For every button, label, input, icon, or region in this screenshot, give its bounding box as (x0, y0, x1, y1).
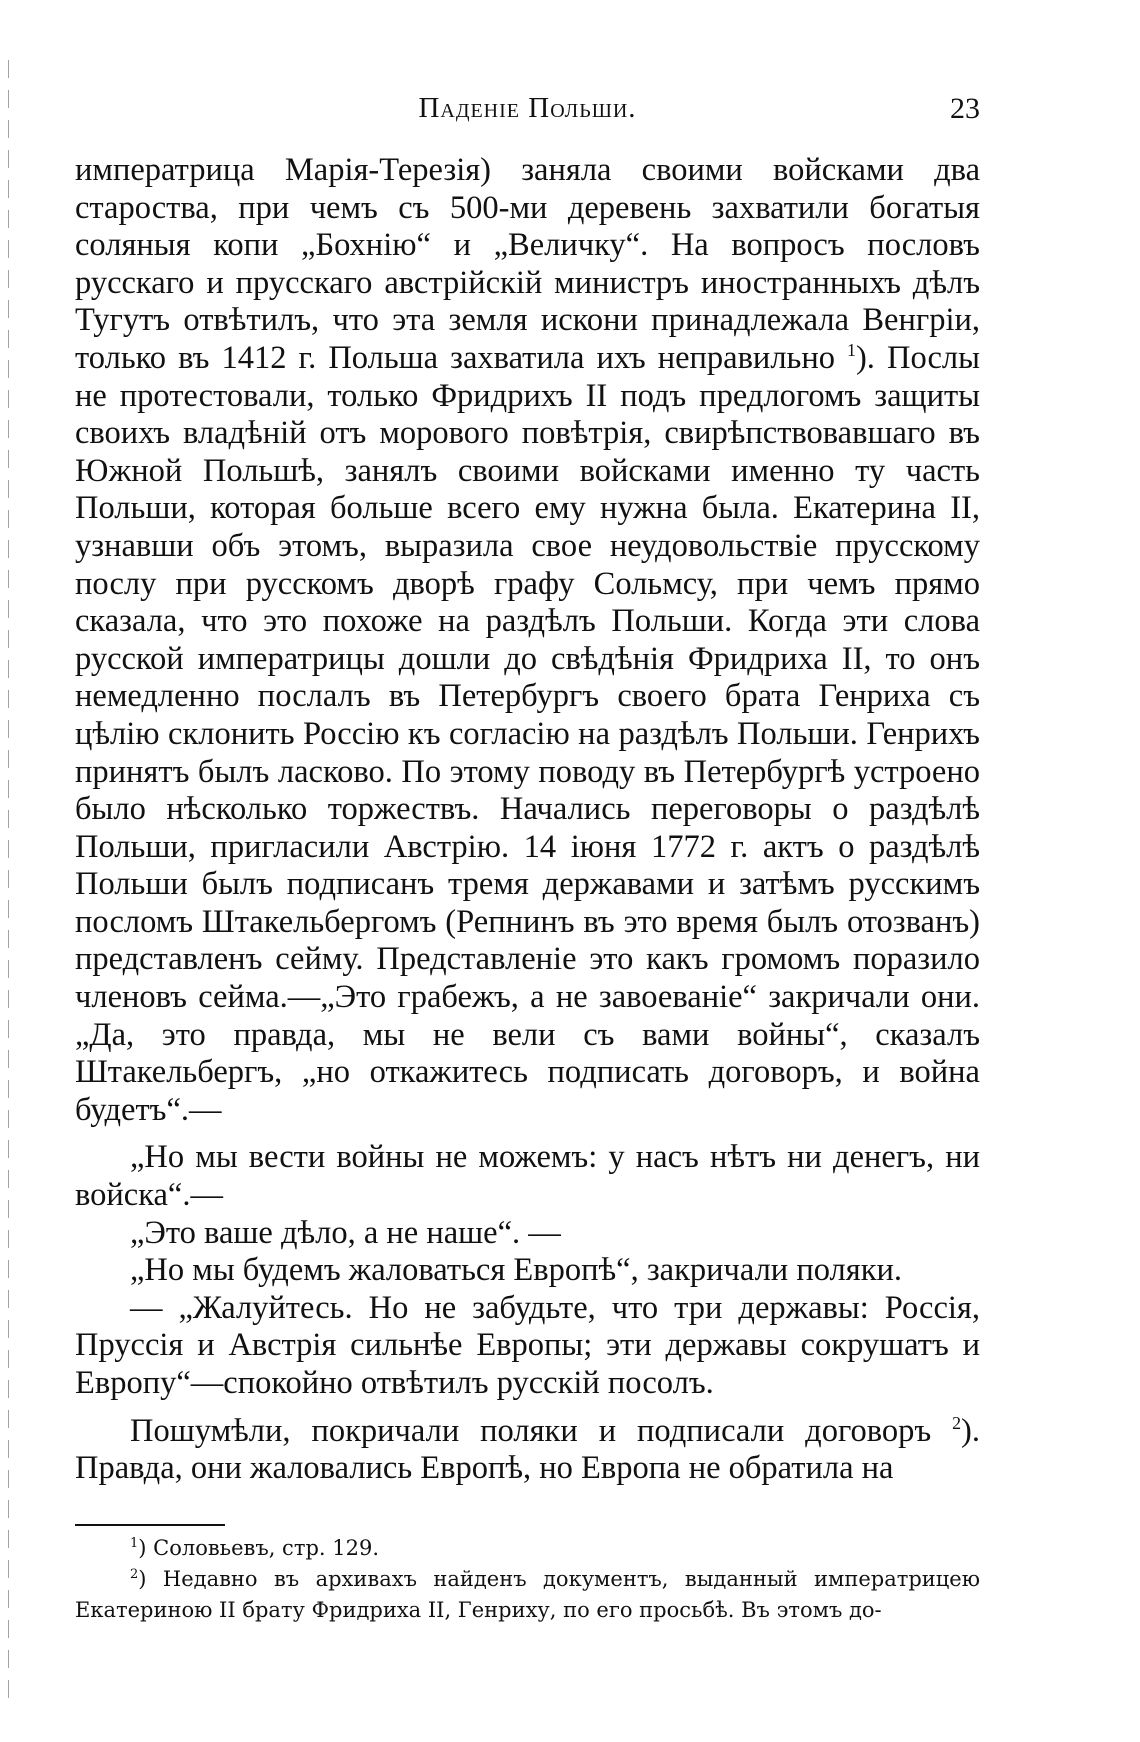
paragraph-3: „Это ваше дѣло, а не наше“. — (130, 1214, 561, 1251)
footnote-divider (75, 1524, 225, 1526)
paragraph-2: „Но мы вести войны не можемъ: у насъ нѣтъ ни денегъ, ни войска“.— (75, 1139, 980, 1214)
footnote-2 (75, 1564, 980, 1626)
footnote-1 (75, 1533, 980, 1564)
footnote-2-text: ) Недавно въ архивахъ найденъ документъ, выданный императрицею Екатериною II брату Фридриха II, Генриху, по его просьбѣ. Въ этомъ до- (75, 1567, 980, 1622)
running-title: Паденіе Польши. (418, 92, 637, 124)
body-text (75, 152, 980, 1488)
footnote-1-mark: 1 (130, 1536, 139, 1551)
paragraph-1-text-a: императрица Марія-Терезія) заняла своими войсками два староства, при чемъ съ 500-ми деревень захватили богатыя соляныя копи „Бохнію“ и „Величку“. На вопросъ пословъ русскаго и прусскаго австрійскій министръ иностранныхъ дѣлъ Тугутъ отвѣтилъ, что эта земля искони принадлежала Венгріи, только въ 1412 г. Польша захватила ихъ неправильно (75, 152, 980, 376)
paragraph-1-text-b: ). Послы не протестовали, только Фридрихъ II подъ предлогомъ защиты своихъ владѣній отъ морового повѣтрія, свирѣпствовавшаго въ Южной Польшѣ, занялъ своими войсками именно ту часть Польши, которая больше всего ему нужна была. Екатерина II, узнавши объ этомъ, выразила свое неудовольствіе прусскому послу при русскомъ дворѣ графу Сольмсу, при чемъ прямо сказала, что это похоже на раздѣлъ Польши. Когда эти слова русской императрицы дошли до свѣдѣнія Фридриха II, то онъ немедленно послалъ въ Петербургъ своего брата Генриха съ цѣлію склонить Россію къ согласію на раздѣлъ Польши. Генрихъ принятъ былъ ласково. По этому поводу въ Петербургѣ устроено было нѣсколько торжествъ. Начались переговоры о раздѣлѣ Польши, пригласили Австрію. 14 іюня 1772 г. актъ о раздѣлѣ Польши былъ подписанъ тремя державами и затѣмъ русскимъ посломъ Штакельбергомъ (Репнинъ въ это время былъ отозванъ) представленъ сейму. Представленіе это какъ громомъ поразило членовъ сейма.—„Это грабежъ, а не завоеваніе“ закричали они. „Да, это правда, мы не вели съ вами войны“, сказалъ Штакельбергъ, „но откажитесь подписать договоръ, и война будетъ“.— (75, 339, 980, 1128)
footnote-1-text: ) Соловьевъ, стр. 129. (138, 1536, 379, 1560)
paragraph-5: — „Жалуйтесь. Но не забудьте, что три державы: Россія, Пруссія и Австрія сильнѣе Европы; эти державы сокрушатъ и Европу“—спокойно отвѣтилъ русскій посолъ. (75, 1289, 980, 1401)
paragraph-1 (75, 152, 980, 1129)
footnote-ref-1: 1 (847, 340, 856, 361)
paragraph-spacer (75, 1129, 980, 1139)
paragraph-4: „Но мы будемъ жаловаться Европѣ“, закричали поляки. (130, 1252, 903, 1289)
footnote-2-mark: 2 (130, 1567, 139, 1582)
scan-edge-line (8, 60, 9, 1700)
footnote-ref-2: 2 (952, 1412, 962, 1433)
paragraph-6-text-b: ). Правда, они жаловались Европѣ, но Европа не обратила на (75, 1412, 980, 1487)
paragraph-6 (75, 1413, 980, 1488)
paragraph-6-text-a: Пошумѣли, покричали поляки и подписали договоръ (130, 1412, 953, 1449)
page-header (75, 92, 980, 132)
footnotes (75, 1533, 980, 1626)
page-number: 23 (950, 92, 980, 125)
paragraph-spacer (75, 1403, 980, 1413)
